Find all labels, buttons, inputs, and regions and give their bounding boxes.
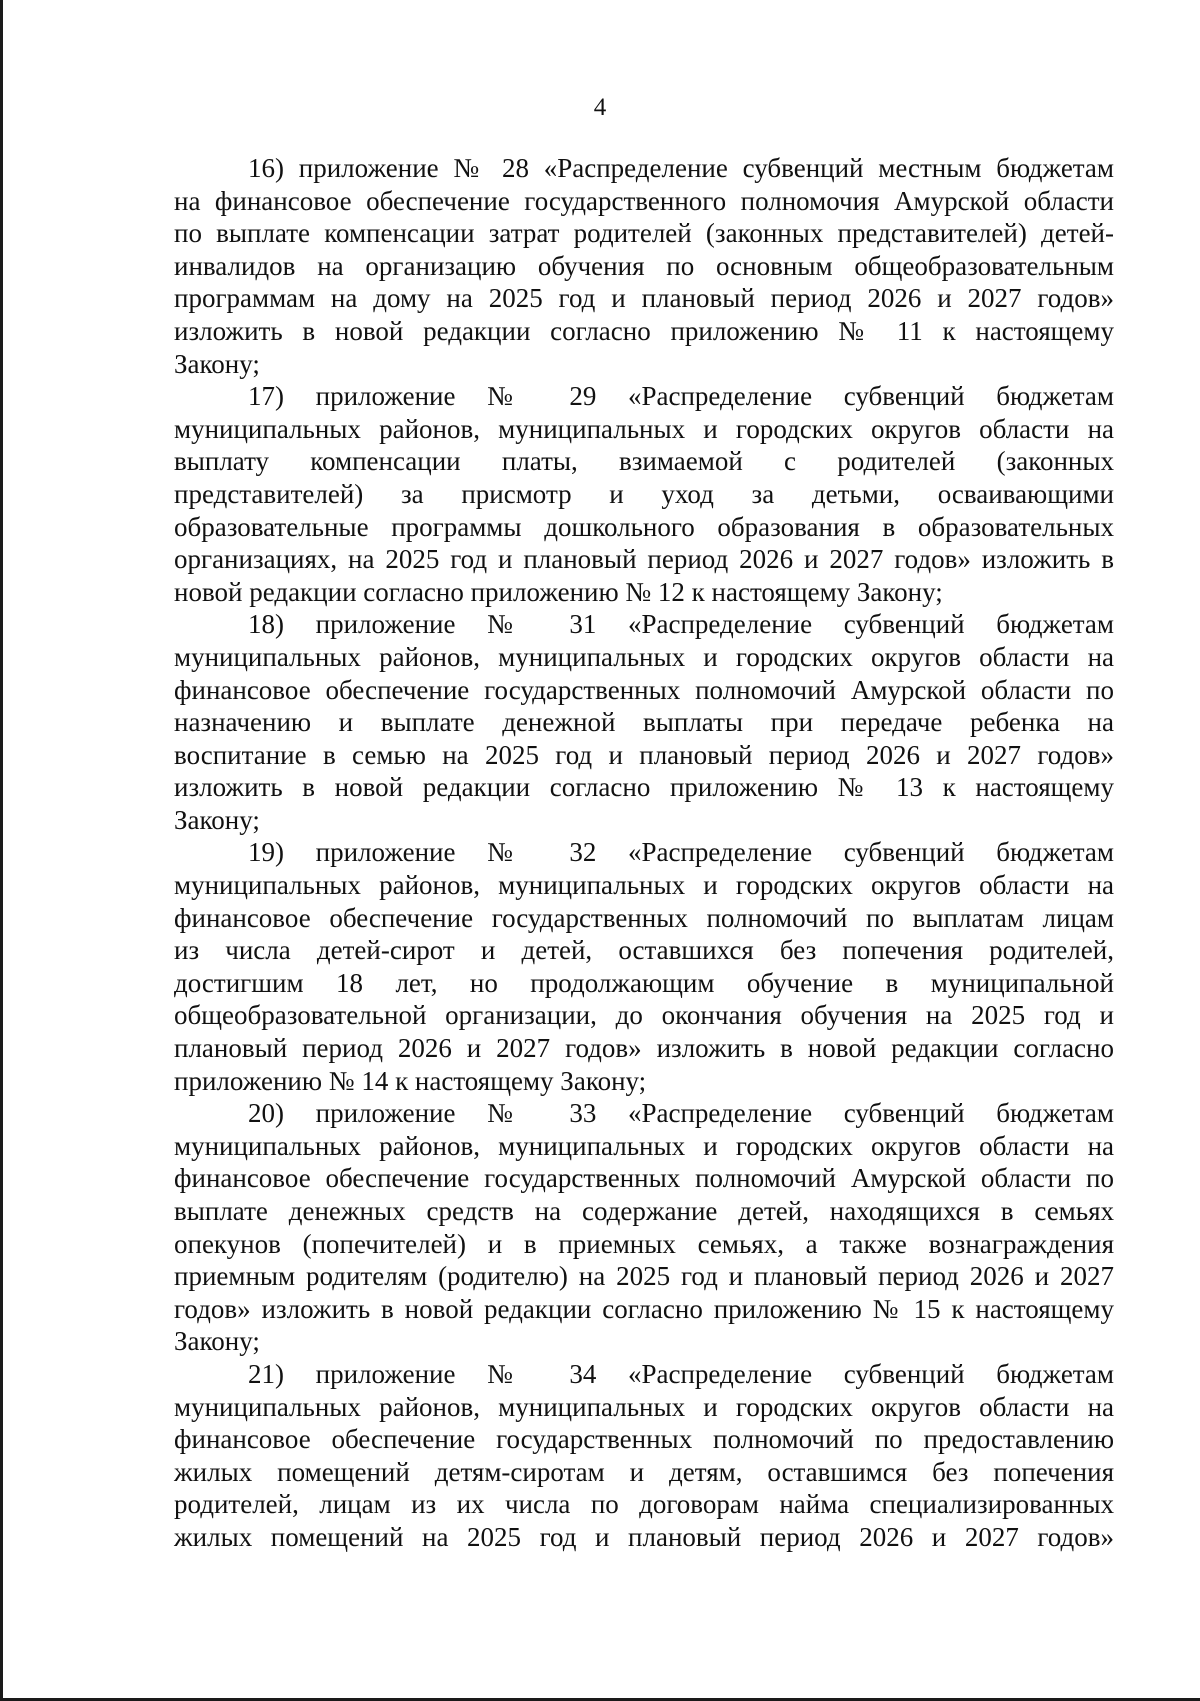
body-text: [174, 152, 1114, 1554]
text-line: родителей, лицам из их числа по договорам найма специализированных: [174, 1489, 1114, 1520]
text-line: назначению и выплате денежной выплаты при передаче ребенка на: [174, 707, 1114, 738]
text-line: Закону;: [174, 348, 260, 379]
text-line: по выплате компенсации затрат родителей (законных представителей) детей-: [174, 218, 1114, 249]
text-line: из числа детей-сирот и детей, оставшихся без попечения родителей,: [174, 935, 1114, 966]
scan-edge-left: [0, 0, 3, 1701]
text-line: финансовое обеспечение государственных полномочий Амурской области по: [174, 674, 1114, 705]
text-line: изложить в новой редакции согласно приложению № 11 к настоящему: [174, 315, 1114, 346]
text-line: плановый период 2026 и 2027 годов» изложить в новой редакции согласно: [174, 1033, 1114, 1064]
text-line: муниципальных районов, муниципальных и городских округов области на: [174, 413, 1114, 444]
text-line: жилых помещений детям-сиротам и детям, оставшимся без попечения: [174, 1456, 1114, 1487]
text-line: организациях, на 2025 год и плановый период 2026 и 2027 годов» изложить в: [174, 544, 1114, 575]
text-line: 19) приложение № 32 «Распределение субвенций бюджетам: [248, 837, 1114, 868]
text-line: представителей) за присмотр и уход за детьми, осваивающими: [174, 478, 1114, 509]
text-line: 17) приложение № 29 «Распределение субвенций бюджетам: [248, 381, 1114, 412]
text-line: изложить в новой редакции согласно приложению № 13 к настоящему: [174, 772, 1114, 803]
text-line: финансовое обеспечение государственных полномочий Амурской области по: [174, 1163, 1114, 1194]
text-line: выплату компенсации платы, взимаемой с родителей (законных: [174, 446, 1114, 477]
text-line: образовательные программы дошкольного образования в образовательных: [174, 511, 1114, 542]
text-line: 18) приложение № 31 «Распределение субвенций бюджетам: [248, 609, 1114, 640]
text-line: муниципальных районов, муниципальных и городских округов области на: [174, 870, 1114, 901]
text-line: выплате денежных средств на содержание детей, находящихся в семьях: [174, 1196, 1114, 1226]
text-line: Закону;: [174, 1326, 260, 1357]
text-line: приемным родителям (родителю) на 2025 год и плановый период 2026 и 2027: [174, 1261, 1114, 1292]
text-line: приложению № 14 к настоящему Закону;: [174, 1065, 647, 1096]
text-line: муниципальных районов, муниципальных и городских округов области на: [174, 1391, 1114, 1422]
text-line: инвалидов на организацию обучения по основным общеобразовательным: [174, 250, 1114, 281]
text-line: новой редакции согласно приложению № 12 к настоящему Закону;: [174, 576, 943, 607]
text-line: годов» изложить в новой редакции согласно приложению № 15 к настоящему: [174, 1293, 1114, 1324]
text-line: 20) приложение № 33 «Распределение субвенций бюджетам: [248, 1098, 1114, 1129]
text-line: жилых помещений на 2025 год и плановый период 2026 и 2027 годов»: [174, 1521, 1114, 1552]
text-line: муниципальных районов, муниципальных и городских округов области на: [174, 1130, 1114, 1161]
text-line: финансовое обеспечение государственных полномочий по предоставлению: [174, 1424, 1114, 1455]
text-line: программам на дому на 2025 год и плановый период 2026 и 2027 годов»: [174, 283, 1114, 314]
text-line: финансовое обеспечение государственных полномочий по выплатам лицам: [174, 902, 1114, 933]
text-line: общеобразовательной организации, до окончания обучения на 2025 год и: [174, 1000, 1114, 1031]
text-line: Закону;: [174, 804, 260, 835]
text-line: на финансовое обеспечение государственного полномочия Амурской области: [174, 185, 1114, 216]
text-line: 21) приложение № 34 «Распределение субвенций бюджетам: [248, 1358, 1114, 1389]
text-line: 16) приложение № 28 «Распределение субвенций местным бюджетам: [248, 153, 1114, 183]
text-line: муниципальных районов, муниципальных и городских округов области на: [174, 641, 1114, 672]
text-line: воспитание в семью на 2025 год и плановый период 2026 и 2027 годов»: [174, 739, 1114, 770]
page-number: 4: [593, 94, 607, 121]
text-line: достигшим 18 лет, но продолжающим обучение в муниципальной: [174, 967, 1114, 998]
text-line: опекунов (попечителей) и в приемных семьях, а также вознаграждения: [174, 1228, 1114, 1259]
